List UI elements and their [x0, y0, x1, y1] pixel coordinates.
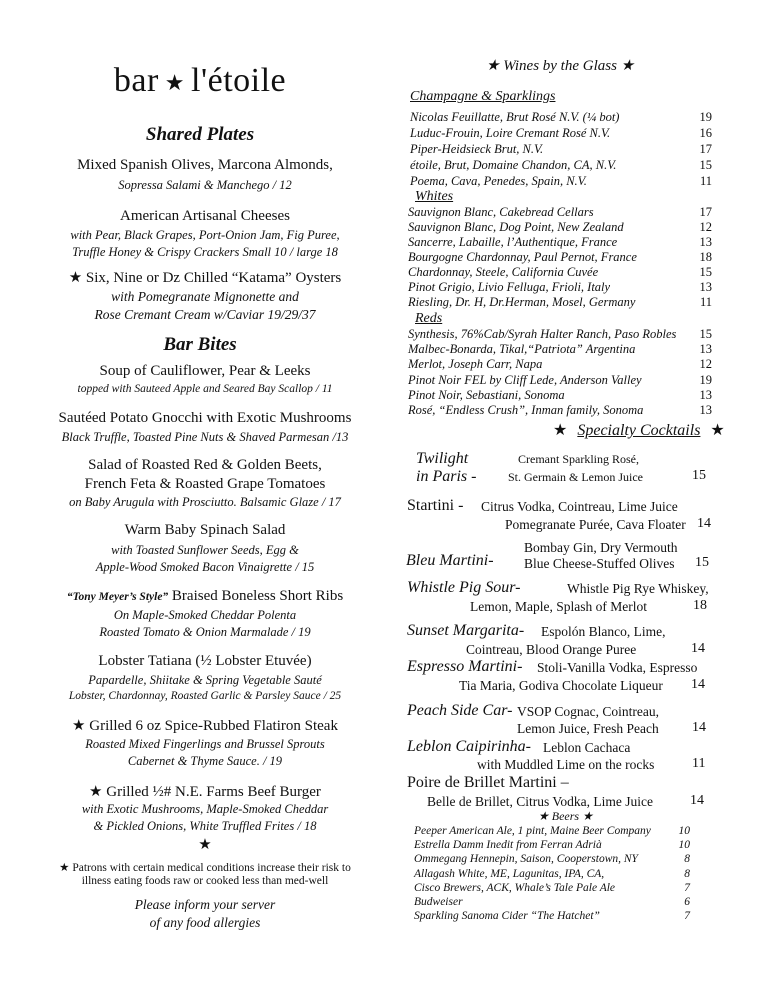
wine-price: 17 — [699, 205, 712, 219]
cocktail-desc: Blue Cheese-Stuffed Olives — [524, 556, 675, 571]
dish-name: Mixed Spanish Olives, Marcona Almonds, — [77, 157, 333, 173]
cocktail-desc: with Muddled Lime on the rocks — [477, 757, 655, 772]
cocktail-name: Twilight — [416, 450, 469, 467]
wine-name: Poema, Cava, Penedes, Spain, N.V. — [410, 174, 587, 188]
wine-price: 19 — [699, 110, 712, 124]
cocktail-name: Bleu Martini- — [406, 552, 494, 569]
cocktail-desc: Leblon Cachaca — [543, 740, 631, 755]
dish-name: ★ Grilled 6 oz Spice-Rubbed Flatiron Steak — [72, 718, 338, 734]
health-notice: ★ Patrons with certain medical conditions increase their risk to — [59, 862, 351, 874]
allergy-notice: of any food allergies — [149, 915, 261, 930]
cocktail-desc: VSOP Cognac, Cointreau, — [517, 704, 659, 719]
beer-name: Ommegang Hennepin, Saison, Cooperstown, NY — [414, 853, 638, 866]
wine-price: 15 — [699, 327, 712, 341]
cocktail-desc: Tia Maria, Godiva Chocolate Liqueur — [459, 678, 663, 693]
cocktail-desc: Espolón Blanco, Lime, — [541, 624, 666, 639]
dish-name — [0, 588, 410, 605]
logo-etoile: l'étoile — [191, 62, 287, 99]
champagne-heading: Champagne & Sparklings — [410, 89, 556, 104]
wine-name: Rosé, “Endless Crush”, Inman family, Sonoma — [408, 403, 644, 417]
wine-name: Synthesis, 76%Cab/Syrah Halter Ranch, Paso Robles — [408, 327, 677, 341]
reds-heading: Reds — [415, 311, 443, 326]
wine-name: étoile, Brut, Domaine Chandon, CA, N.V. — [410, 158, 617, 172]
dish-name: Sautéed Potato Gnocchi with Exotic Mushrooms — [58, 410, 352, 426]
cocktail-desc: Cointreau, Blood Orange Puree — [466, 642, 637, 657]
wine-price: 13 — [699, 403, 712, 417]
cocktail-name: Leblon Caipirinha- — [407, 738, 532, 755]
cocktail-price: 18 — [693, 598, 707, 613]
wine-price: 13 — [699, 387, 712, 402]
cocktails-heading-text: Specialty Cocktails — [577, 422, 701, 439]
cocktails-heading — [553, 420, 725, 440]
dish-name: American Artisanal Cheeses — [120, 208, 290, 224]
logo — [0, 62, 400, 100]
beer-name: Allagash White, ME, Lagunitas, IPA, CA, — [414, 867, 605, 880]
dish-desc: with Pomegranate Mignonette and — [111, 289, 299, 304]
dish-desc: Sopressa Salami & Manchego / 12 — [118, 178, 292, 192]
wine-name: Sauvignon Blanc, Dog Point, New Zealand — [408, 220, 624, 234]
dish-name: Warm Baby Spinach Salad — [124, 522, 286, 538]
logo-star-icon: ★ — [164, 70, 186, 96]
dish-desc: & Pickled Onions, White Truffled Frites / 18 — [93, 819, 317, 833]
cocktail-name: Peach Side Car- — [407, 702, 513, 719]
cocktail-desc: Pomegranate Purée, Cava Floater — [505, 517, 686, 532]
wine-price: 12 — [699, 220, 712, 234]
cocktail-desc: St. Germain & Lemon Juice — [508, 470, 643, 484]
cocktail-price: 14 — [697, 516, 711, 531]
bar-bites-heading: Bar Bites — [163, 334, 237, 355]
logo-bar: bar — [113, 62, 159, 99]
dish-desc: Apple-Wood Smoked Bacon Vinaigrette / 15 — [95, 560, 315, 574]
beer-name: Cisco Brewers, ACK, Whale’s Tale Pale Ale — [414, 881, 616, 894]
wine-price: 19 — [699, 372, 712, 387]
wine-name: Merlot, Joseph Carr, Napa — [408, 357, 543, 372]
cocktail-name: Poire de Brillet Martini – — [407, 774, 569, 791]
dish-desc: with Pear, Black Grapes, Port-Onion Jam, Fig Puree, — [70, 228, 340, 242]
dish-name: Salad of Roasted Red & Golden Beets, — [88, 457, 322, 473]
wine-price: 15 — [699, 265, 712, 279]
cocktail-desc: Stoli-Vanilla Vodka, Espresso — [537, 660, 698, 675]
wine-price: 15 — [699, 158, 712, 172]
cocktail-desc: Bombay Gin, Dry Vermouth — [524, 540, 678, 555]
wine-name: Piper-Heidsieck Brut, N.V. — [410, 142, 544, 156]
cocktail-price: 14 — [691, 641, 705, 656]
cocktail-price: 14 — [690, 793, 704, 808]
wine-name: Riesling, Dr. H, Dr.Herman, Mosel, Germany — [408, 295, 636, 309]
star-icon: ★ — [198, 837, 212, 853]
cocktail-name: Sunset Margarita- — [407, 622, 525, 639]
wine-price: 13 — [699, 235, 712, 249]
wines-heading — [486, 56, 634, 75]
dish-desc: Roasted Tomato & Onion Marmalade / 19 — [99, 625, 311, 639]
wine-name: Sauvignon Blanc, Cakebread Cellars — [408, 205, 594, 219]
dish-desc: Rose Cremant Cream w/Caviar 19/29/37 — [94, 307, 316, 322]
wine-name: Sancerre, Labaille, l’Authentique, France — [408, 235, 618, 249]
cocktail-desc: Lemon Juice, Fresh Peach — [517, 721, 659, 736]
beer-name: Estrella Damm Inedit from Ferran Adrià — [414, 839, 602, 852]
cocktail-desc: Whistle Pig Rye Whiskey, — [567, 581, 709, 596]
wine-name: Chardonnay, Steele, California Cuvée — [408, 265, 599, 279]
wine-price: 17 — [699, 142, 712, 156]
cocktail-price: 15 — [692, 468, 706, 483]
beer-price: 10 — [678, 839, 690, 852]
cocktail-price: 15 — [695, 555, 709, 570]
wine-name: Pinot Noir, Sebastiani, Sonoma — [408, 387, 565, 402]
cocktail-desc: Cremant Sparkling Rosé, — [518, 452, 639, 466]
wine-name: Bourgogne Chardonnay, Paul Pernot, France — [408, 250, 637, 264]
dish-style-prefix: “Tony Meyer’s Style” — [66, 591, 169, 603]
beers-heading: ★ Beers ★ — [538, 809, 593, 823]
wine-price: 18 — [699, 250, 712, 264]
star-icon: ★ — [553, 422, 568, 439]
wine-name: Pinot Noir FEL by Cliff Lede, Anderson Valley — [408, 372, 642, 387]
beer-name: Budweiser — [414, 896, 463, 908]
beer-price: 7 — [684, 881, 690, 894]
beer-price: 7 — [684, 910, 690, 923]
wine-name: Nicolas Feuillatte, Brut Rosé N.V. (¼ bot) — [410, 110, 620, 124]
dish-desc: Cabernet & Thyme Sauce. / 19 — [127, 754, 283, 768]
beer-name: Peeper American Ale, 1 pint, Maine Beer Company — [414, 825, 651, 837]
dish-name: Lobster Tatiana (½ Lobster Etuvée) — [98, 653, 312, 669]
wine-price: 11 — [699, 174, 712, 188]
cocktail-name: in Paris - — [416, 468, 477, 485]
dish-desc: Lobster, Chardonnay, Roasted Garlic & Parsley Sauce / 25 — [68, 690, 342, 702]
dish-name: French Feta & Roasted Grape Tomatoes — [84, 476, 326, 492]
dish-desc: with Exotic Mushrooms, Maple-Smoked Cheddar — [81, 802, 329, 816]
dish-desc: on Baby Arugula with Prosciutto. Balsamic Glaze / 17 — [69, 495, 341, 509]
cocktail-price: 14 — [691, 677, 705, 692]
cocktail-desc: Citrus Vodka, Cointreau, Lime Juice — [481, 499, 678, 514]
dish-desc: Roasted Mixed Fingerlings and Brussel Sprouts — [85, 737, 325, 751]
health-notice: illness eating foods raw or cooked less than med-well — [81, 875, 329, 887]
dish-name-text: Braised Boneless Short Ribs — [168, 588, 344, 604]
cocktail-desc: Lemon, Maple, Splash of Merlot — [470, 599, 647, 614]
whites-heading: Whites — [415, 189, 454, 204]
dish-name: ★ Grilled ½# N.E. Farms Beef Burger — [89, 784, 321, 800]
beer-price: 6 — [684, 896, 690, 908]
cocktail-name: Espresso Martini- — [407, 658, 523, 675]
beer-price: 8 — [684, 867, 690, 880]
wine-price: 13 — [699, 280, 712, 294]
shared-plates-heading: Shared Plates — [145, 124, 255, 145]
dish-desc: Black Truffle, Toasted Pine Nuts & Shaved Parmesan /13 — [61, 430, 349, 444]
cocktail-name: Whistle Pig Sour- — [407, 579, 521, 596]
wine-price: 12 — [699, 357, 712, 372]
wine-name: Luduc-Frouin, Loire Cremant Rosé N.V. — [410, 126, 611, 140]
dish-desc: Papardelle, Shiitake & Spring Vegetable Sauté — [88, 673, 322, 687]
wine-price: 16 — [699, 126, 712, 140]
wine-name: Pinot Grigio, Livio Felluga, Frioli, Italy — [408, 280, 611, 294]
cocktail-price: 11 — [692, 756, 706, 771]
star-icon: ★ — [710, 422, 725, 439]
cocktail-name: Startini - — [407, 497, 464, 514]
dish-desc: with Toasted Sunflower Seeds, Egg & — [111, 543, 299, 557]
wine-price: 11 — [699, 295, 712, 309]
cocktail-price: 14 — [692, 720, 706, 735]
dish-name: ★ Six, Nine or Dz Chilled “Katama” Oysters — [68, 270, 342, 286]
beer-name: Sparkling Sanoma Cider “The Hatchet” — [414, 910, 600, 923]
dish-desc: topped with Sauteed Apple and Seared Bay Scallop / 11 — [77, 383, 333, 395]
wine-price: 13 — [699, 342, 712, 357]
dish-desc: On Maple-Smoked Cheddar Polenta — [113, 608, 297, 622]
allergy-notice: Please inform your server — [134, 897, 276, 912]
beer-price: 8 — [684, 853, 690, 866]
dish-desc: Truffle Honey & Crispy Crackers Small 10 / large 18 — [72, 245, 338, 259]
cocktail-desc: Belle de Brillet, Citrus Vodka, Lime Juice — [427, 794, 653, 809]
beer-price: 10 — [678, 825, 690, 837]
wine-name: Malbec-Bonarda, Tikal,“Patriota” Argentina — [408, 342, 636, 357]
dish-name: Soup of Cauliflower, Pear & Leeks — [99, 363, 311, 379]
wines-heading-text: ★ Wines by the Glass ★ — [486, 58, 635, 74]
